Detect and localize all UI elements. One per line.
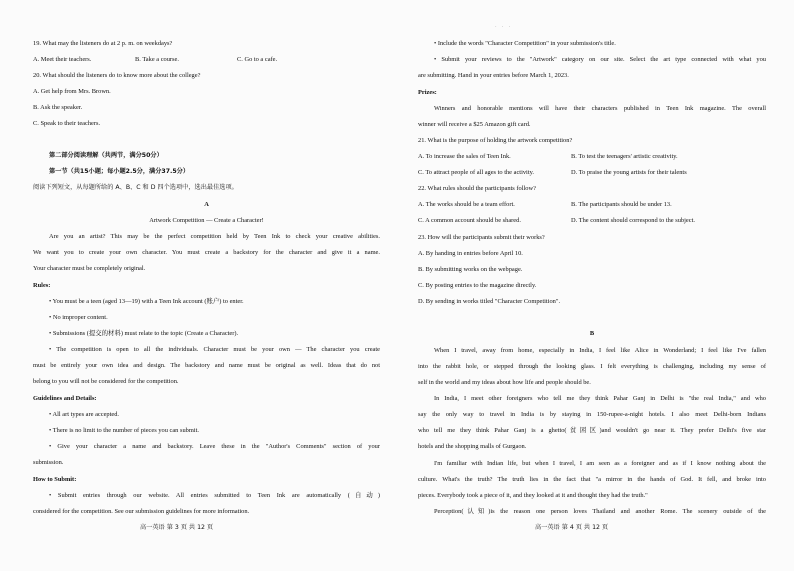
prizes-line: Winners and honorable mentions will have their characters published in Teen Ink magazine. The overall bbox=[434, 105, 766, 112]
intro-line: Your character must be completely original. bbox=[33, 265, 146, 272]
rule-item: belong to you will not be considered for the competition. bbox=[33, 378, 179, 385]
prizes-heading: Prizes: bbox=[418, 89, 437, 96]
q21-option-c: C. To attract people of all ages to the activity. bbox=[418, 169, 534, 176]
rules-heading: Rules: bbox=[33, 282, 51, 289]
guideline-item: submission. bbox=[33, 459, 64, 466]
passage-a-letter: A bbox=[204, 201, 209, 208]
rule-item: • You must be a teen (aged 13—19) with a Teen Ink account (账户) to enter. bbox=[49, 298, 244, 305]
q19-option-a: A. Meet their teachers. bbox=[33, 56, 92, 63]
q19-stem: 19. What may the listeners do at 2 p. m. on weekdays? bbox=[33, 40, 173, 47]
q23-option-a: A. By handing in entries before April 10. bbox=[418, 250, 523, 257]
passage-a-title: Artwork Competition — Create a Character! bbox=[149, 217, 264, 224]
q22-option-c: C. A common account should be shared. bbox=[418, 217, 521, 224]
q20-option-c: C. Speak to their teachers. bbox=[33, 120, 101, 127]
q19-option-c: C. Go to a cafe. bbox=[237, 56, 278, 63]
q19-option-b: B. Take a course. bbox=[135, 56, 179, 63]
rule-item: must be entirely your own idea and design. The backstory and name must be original as well. Ideas that do not bbox=[33, 362, 380, 369]
top-bullet: • Submit your reviews to the "Artwork" category on our site. Select the art type connected with what you bbox=[434, 56, 766, 63]
q22-stem: 22. What rules should the participants follow? bbox=[418, 185, 536, 192]
rule-item: • The competition is open to all the individuals. Character must be your own — The character you create bbox=[49, 346, 380, 353]
q23-stem: 23. How will the participants submit their works? bbox=[418, 234, 545, 241]
guidelines-heading: Guidelines and Details: bbox=[33, 395, 97, 402]
passage-b-line: pieces. Everybody took a piece of it, and they looked at it and thought they had the truth." bbox=[418, 492, 648, 499]
rule-item: • Submissions (提交的材料) must relate to the topic (Create a Character). bbox=[49, 330, 239, 337]
q22-option-b: B. The participants should be under 13. bbox=[571, 201, 672, 208]
guideline-item: • All art types are accepted. bbox=[49, 411, 120, 418]
right-page bbox=[397, 0, 794, 571]
q23-option-b: B. By submitting works on the webpage. bbox=[418, 266, 523, 273]
q21-option-a: A. To increase the sales of Teen Ink. bbox=[418, 153, 511, 160]
passage-b-line: culture. What's the truth? The truth lies in the fact that "a mirror in the hands of God. It fell, and broke into bbox=[418, 476, 766, 483]
prizes-line: winner will receive a $25 Amazon gift card. bbox=[418, 121, 531, 128]
intro-line: Are you an artist? This may be the perfect competition held by Teen Ink to check your creative abilities. bbox=[49, 233, 380, 240]
instructions: 阅读下列短文，从每题所给的 A、B、C 和 D 四个选项中，选出最佳选项。 bbox=[33, 184, 238, 191]
part2-title: 第二部分阅读理解（共两节，满分50分） bbox=[49, 152, 163, 159]
submit-item: considered for the competition. See our submission guidelines for more information. bbox=[33, 508, 250, 515]
q22-option-d: D. The content should correspond to the subject. bbox=[571, 217, 695, 224]
q21-option-d: D. To praise the young artists for their talents bbox=[571, 169, 687, 176]
q21-stem: 21. What is the purpose of holding the artwork competition? bbox=[418, 137, 573, 144]
submit-item: • Submit entries through our website. All entries submitted to Teen Ink are automatically (自动) bbox=[49, 492, 380, 499]
submit-heading: How to Submit: bbox=[33, 476, 77, 483]
q23-option-c: C. By posting entries to the magazine directly. bbox=[418, 282, 537, 289]
passage-b-letter: B bbox=[589, 330, 595, 337]
passage-b-line: I'm familiar with Indian life, but when I travel, I am seen as a foreigner and as if I know nothing about the bbox=[434, 460, 766, 467]
guideline-item: • Give your character a name and backstory. Leave these in the "Author's Comments" section of your bbox=[49, 443, 380, 450]
top-bullet: • Include the words "Character Competition" in your submission's title. bbox=[434, 40, 616, 47]
passage-b-line: who tell me they think Pahar Ganj is a ghetto(贫困区)and wouldn't go near it. They prefer Delhi's five star bbox=[418, 427, 766, 434]
right-page-footer: 高一英语 第 4 页 共 12 页 bbox=[535, 524, 609, 531]
passage-b-line: into the rabbit hole, or stepped through the looking glass. I felt everything is challenging, including my sense of bbox=[418, 363, 766, 370]
passage-b-line: hotels and the shopping malls of Gurgaon. bbox=[418, 443, 527, 450]
section1-title: 第一节（共15小题；每小题2.5分，满分37.5分） bbox=[49, 168, 190, 175]
q21-option-b: B. To test the teenagers' artistic creativity. bbox=[571, 153, 678, 160]
passage-b-line: self in the world and my ideas about how life and people should be. bbox=[418, 379, 591, 386]
top-bullet: are submitting. Hand in your entries before March 1, 2023. bbox=[418, 72, 569, 79]
rule-item: • No improper content. bbox=[49, 314, 108, 321]
q20-option-b: B. Ask the speaker. bbox=[33, 104, 83, 111]
intro-line: We want you to create your own character. You must create a backstory for the character and give it a name. bbox=[33, 249, 380, 256]
passage-b-line: Perception(认知)is the reason one person loves Thailand and another Rome. The scenery outside of the bbox=[434, 508, 766, 515]
guideline-item: • There is no limit to the number of pieces you can submit. bbox=[49, 427, 199, 434]
q22-option-a: A. The works should be a team effort. bbox=[418, 201, 515, 208]
passage-b-line: say the only way to travel in India is by staying in 150-rupee-a-night hotels. I also meet Delhi-born Indians bbox=[418, 411, 766, 418]
passage-b-line: In India, I meet other foreigners who tell me they think Pahar Ganj in Delhi is "the real India," and who bbox=[434, 395, 766, 402]
passage-b-line: When I travel, away from home, especially in India, I feel like Alice in Wonderland; I feel like I've fallen bbox=[434, 347, 766, 354]
left-page-footer: 高一英语 第 3 页 共 12 页 bbox=[140, 524, 214, 531]
q23-option-d: D. By sending in works titled "Character Competition". bbox=[418, 298, 561, 305]
page-mark: · · · bbox=[495, 25, 513, 30]
q20-option-a: A. Get help from Mrs. Brown. bbox=[33, 88, 111, 95]
q20-stem: 20. What should the listeners do to know more about the college? bbox=[33, 72, 201, 79]
